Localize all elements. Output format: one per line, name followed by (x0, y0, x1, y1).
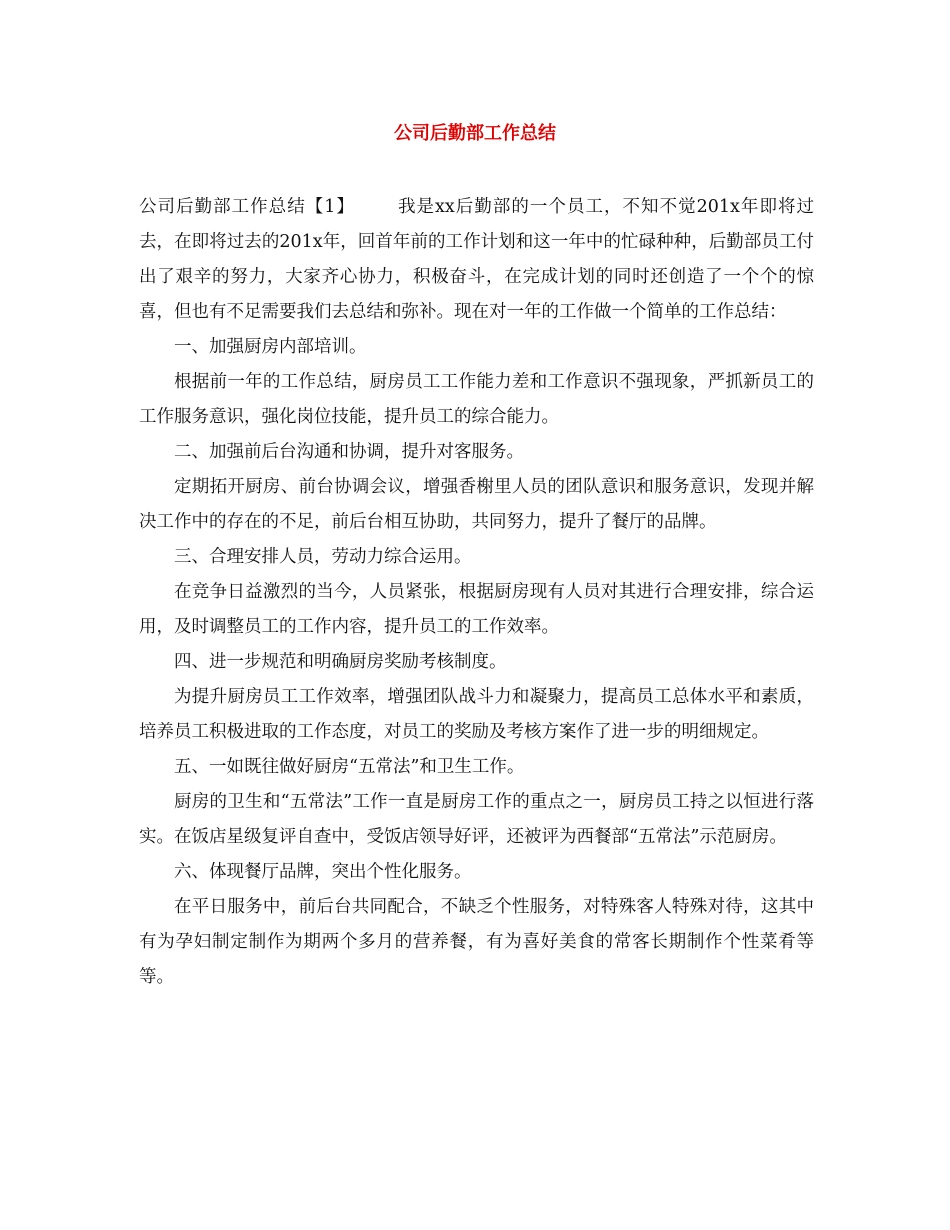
section-body: 定期拓开厨房、前台协调会议，增强香榭里人员的团队意识和服务意识，发现并解决工作中的存在的不足，前后台相互协助，共同努力，提升了餐厅的品牌。 (139, 477, 814, 532)
section-heading: 四、进一步规范和明确厨房奖励考核制度。 (174, 652, 507, 672)
section-heading: 五、一如既往做好厨房“五常法”和卫生工作。 (174, 757, 525, 777)
section-heading: 一、加强厨房内部培训。 (174, 337, 367, 357)
section-body: 为提升厨房员工工作效率，增强团队战斗力和凝聚力，提高员工总体水平和素质，培养员工积极进取的工作态度，对员工的奖励及考核方案作了进一步的明细规定。 (139, 687, 814, 742)
intro-text: 我是xx后勤部的一个员工，不知不觉201x年即将过去，在即将过去的201x年，回首年前的工作计划和这一年中的忙碌种种，后勤部员工付出了艰辛的努力，大家齐心协力，积极奋斗，在完成计划的同时还创造了一个个的惊喜，但也有不足需要我们去总结和弥补。现在对一年的工作做一个简单的工作总结： (139, 197, 814, 322)
section-body: 根据前一年的工作总结，厨房员工工作能力差和工作意识不强现象，严抓新员工的工作服务意识，强化岗位技能，提升员工的综合能力。 (139, 372, 814, 427)
intro-label: 公司后勤部工作总结【1】 (139, 197, 355, 217)
document-title: 公司后勤部工作总结 (394, 123, 556, 144)
section-body: 在竞争日益激烈的当今，人员紧张，根据厨房现有人员对其进行合理安排，综合运用，及时调整员工的工作内容，提升员工的工作效率。 (139, 582, 814, 637)
section-heading: 二、加强前后台沟通和协调，提升对客服务。 (174, 442, 524, 462)
section-heading: 三、合理安排人员，劳动力综合运用。 (174, 547, 472, 567)
section-body: 厨房的卫生和“五常法”工作一直是厨房工作的重点之一，厨房员工持之以恒进行落实。在饭店星级复评自查中，受饭店领导好评，还被评为西餐部“五常法”示范厨房。 (139, 792, 814, 847)
document-body (139, 190, 814, 995)
section-heading: 六、体现餐厅品牌，突出个性化服务。 (174, 862, 472, 882)
intro-paragraph (139, 190, 814, 330)
section-body: 在平日服务中，前后台共同配合，不缺乏个性服务，对特殊客人特殊对待，这其中有为孕妇制定制作为期两个多月的营养餐，有为喜好美食的常客长期制作个性菜肴等等。 (139, 897, 814, 987)
